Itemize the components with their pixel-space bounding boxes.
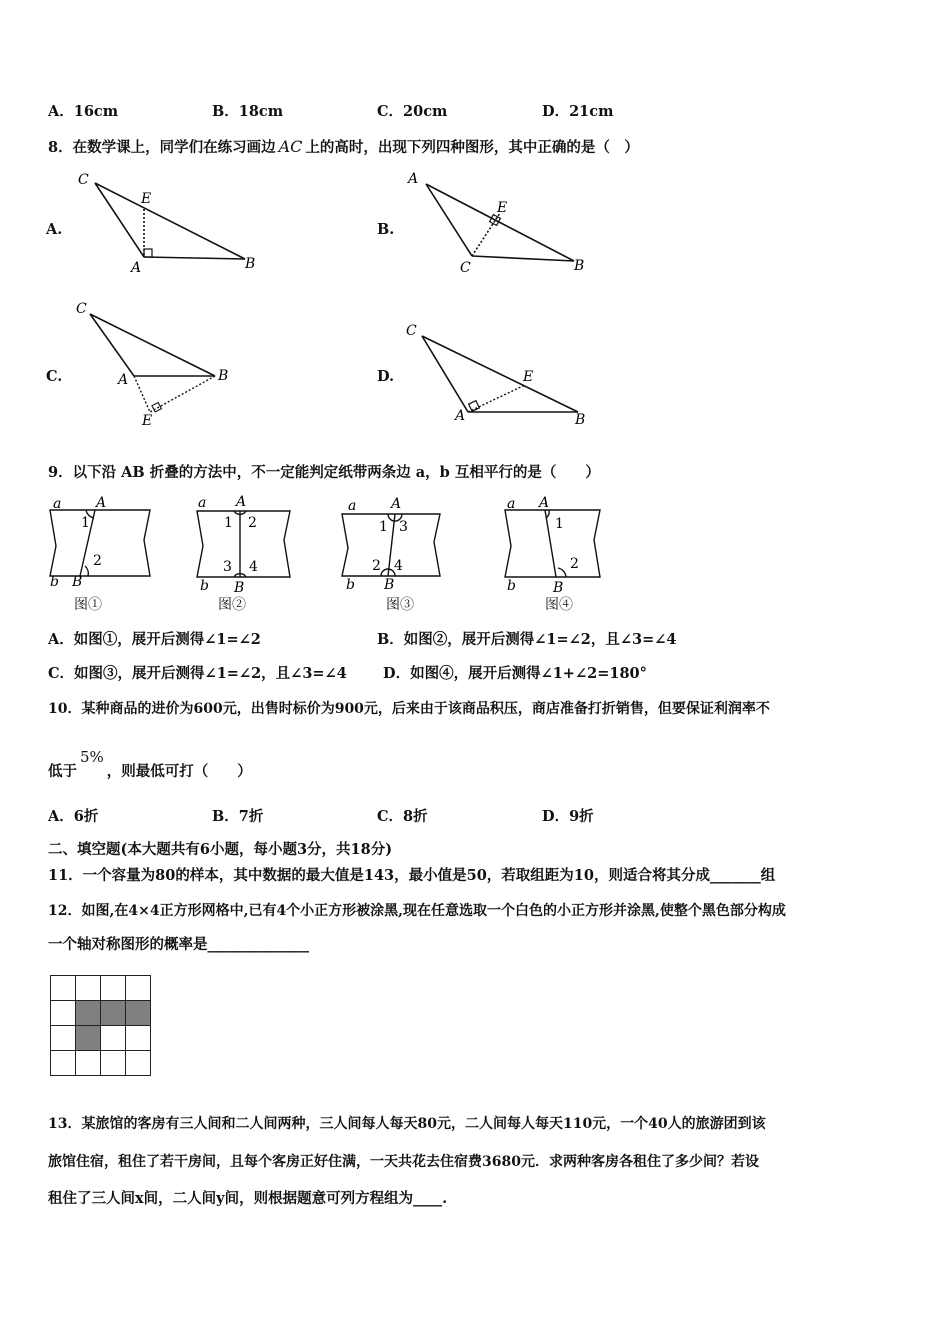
q9-option-b: B．如图②，展开后测得∠1=∠2，且∠3=∠4 xyxy=(377,631,677,648)
q9-f2-A: A xyxy=(236,494,247,510)
q8-b-label-a: A xyxy=(408,171,419,187)
q12-line2: 一个轴对称图形的概率是______________ xyxy=(48,936,309,953)
q9-f4-B: B xyxy=(553,580,564,596)
q8-option-b-label: B. xyxy=(377,221,395,238)
q8-d-label-e: E xyxy=(523,369,534,385)
q9-f3-a: a xyxy=(348,498,357,514)
q10-option-c: C．8折 xyxy=(377,808,428,825)
q9-f3-B: B xyxy=(384,577,395,593)
q8-a-label-c: C xyxy=(78,172,89,188)
grid-cell xyxy=(51,976,76,1001)
q9-option-a: A．如图①，展开后测得∠1=∠2 xyxy=(48,631,261,648)
q10-line2-before: 低于 xyxy=(48,763,77,780)
q8-d-label-b: B xyxy=(575,412,586,428)
q9-stem: 9．以下沿 AB 折叠的方法中，不一定能判定纸带两条边 a，b 互相平行的是（ ） xyxy=(48,464,600,481)
q9-f1-B: B xyxy=(72,574,83,590)
q9-caption-2: 图② xyxy=(218,597,246,613)
grid-cell xyxy=(101,1026,126,1051)
grid-cell-black xyxy=(76,1026,101,1051)
q10-line2-after: ，则最低可打（ ） xyxy=(106,763,252,780)
q9-f4-A: A xyxy=(539,495,550,511)
q8-option-c-label: C. xyxy=(46,368,63,385)
grid-cell xyxy=(51,1001,76,1026)
q9-caption-4: 图④ xyxy=(545,597,573,613)
grid-cell xyxy=(51,1051,76,1076)
q9-f4-1: 1 xyxy=(555,516,564,532)
q8-stem-after: 上的高时，出现下列四种图形，其中正确的是（ ） xyxy=(305,139,639,156)
grid-cell-black xyxy=(126,1001,151,1026)
q8-a-label-b: B xyxy=(245,256,256,272)
q8-c-label-c: C xyxy=(76,301,87,317)
q9-f1-b: b xyxy=(50,574,59,590)
q8-stem-before: 8．在数学课上，同学们在练习画边 xyxy=(48,139,276,156)
q9-f3-4: 4 xyxy=(394,558,403,574)
grid-cell xyxy=(101,1051,126,1076)
q9-f1-A: A xyxy=(96,495,107,511)
q9-f2-1: 1 xyxy=(224,515,233,531)
q7-option-b: B．18cm xyxy=(212,103,284,120)
q9-option-c: C．如图③，展开后测得∠1=∠2，且∠3=∠4 xyxy=(48,665,347,682)
q9-f2-4: 4 xyxy=(249,559,258,575)
q9-f3-2: 2 xyxy=(372,558,381,574)
q9-f4-a: a xyxy=(507,496,516,512)
q13-line1: 13．某旅馆的客房有三人间和二人间两种，三人间每人每天80元，二人间每人每天110元，一个40人的旅游团到该 xyxy=(48,1116,766,1132)
q11: 11．一个容量为80的样本，其中数据的最大值是143，最小值是50，若取组距为10，则适合将其分成_______组 xyxy=(48,867,776,884)
q10-option-d: D．9折 xyxy=(542,808,594,825)
q8-option-a-label: A. xyxy=(46,221,63,238)
q8-d-label-c: C xyxy=(406,323,417,339)
q10-option-b: B．7折 xyxy=(212,808,264,825)
q9-option-d: D．如图④，展开后测得∠1+∠2=180° xyxy=(383,665,647,682)
q7-option-a: A．16cm xyxy=(48,103,119,120)
q9-f2-b: b xyxy=(200,578,209,594)
q9-f3-1: 1 xyxy=(379,519,388,535)
q7-option-d: D．21cm xyxy=(542,103,614,120)
grid-cell xyxy=(126,1026,151,1051)
q8-b-label-c: C xyxy=(460,260,471,276)
section2-title: 二、填空题(本大题共有6小题，每小题3分，共18分) xyxy=(48,841,393,858)
q9-caption-3: 图③ xyxy=(386,597,414,613)
q8-d-label-a: A xyxy=(455,408,466,424)
q9-f2-2: 2 xyxy=(248,515,257,531)
q8-b-label-b: B xyxy=(574,258,585,274)
grid-cell xyxy=(126,1051,151,1076)
q8-option-d-label: D. xyxy=(377,368,395,385)
q10-line2 xyxy=(48,748,252,780)
q12-grid xyxy=(50,975,151,1076)
q10-percent: 5% xyxy=(80,748,104,766)
q9-f4-b: b xyxy=(507,578,516,594)
q9-f2-B: B xyxy=(234,580,245,596)
q9-f3-b: b xyxy=(346,577,355,593)
q9-f1-2: 2 xyxy=(93,553,102,569)
q8-stem-math: AC xyxy=(278,137,303,156)
q9-caption-1: 图① xyxy=(74,597,102,613)
q10-stem: 10．某种商品的进价为600元，出售时标价为900元，后来由于该商品积压，商店准备打折销售，但要保证利润率不 xyxy=(48,701,770,717)
grid-cell-black xyxy=(76,1001,101,1026)
q13-line3: 租住了三人间x间，二人间y间，则根据题意可列方程组为____. xyxy=(48,1190,448,1207)
q8-c-label-e: E xyxy=(142,413,153,429)
q12-line1: 12．如图,在4×4正方形网格中,已有4个小正方形被涂黑,现在任意选取一个白色的小正方形并涂黑,使整个黑色部分构成 xyxy=(48,903,786,919)
q8-b-label-e: E xyxy=(497,200,508,216)
q9-f3-3: 3 xyxy=(399,519,408,535)
q8-c-label-a: A xyxy=(118,372,129,388)
q9-f3-A: A xyxy=(391,496,402,512)
q7-option-c: C．20cm xyxy=(377,103,448,120)
q9-f2-3: 3 xyxy=(223,559,232,575)
q8-c-label-b: B xyxy=(218,368,229,384)
q9-f1-1: 1 xyxy=(81,515,90,531)
q10-option-a: A．6折 xyxy=(48,808,99,825)
q9-f1-a: a xyxy=(53,496,62,512)
grid-cell xyxy=(76,976,101,1001)
grid-cell xyxy=(101,976,126,1001)
q8-a-label-e: E xyxy=(141,191,152,207)
q9-f4-2: 2 xyxy=(570,556,579,572)
grid-cell xyxy=(51,1026,76,1051)
q8-a-label-a: A xyxy=(131,260,142,276)
grid-cell xyxy=(76,1051,101,1076)
grid-cell-black xyxy=(101,1001,126,1026)
q9-f2-a: a xyxy=(198,495,207,511)
q13-line2: 旅馆住宿，租住了若干房间，且每个客房正好住满，一天共花去住宿费3680元．求两种客房各租住了多少间？若设 xyxy=(48,1154,759,1170)
grid-cell xyxy=(126,976,151,1001)
